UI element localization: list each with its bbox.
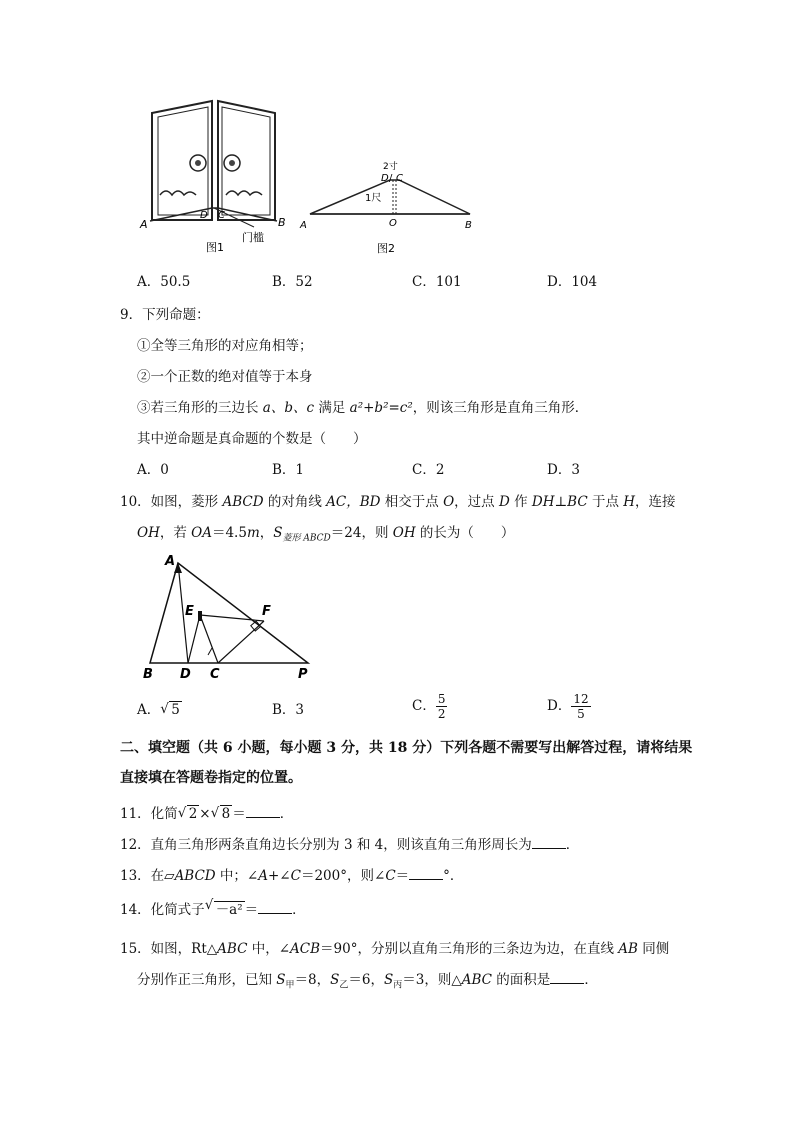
q13-plus: +∠ <box>268 868 291 884</box>
q13-c: C <box>290 868 301 884</box>
q10-line-1 <box>120 490 676 510</box>
fig1-label-b: B <box>278 216 286 229</box>
figure-1-door <box>130 95 300 260</box>
q15-s3sub: 丙 <box>393 980 403 991</box>
fig2-label-c: C <box>396 173 403 184</box>
q15-l2e: ABC <box>461 972 493 988</box>
section-2-heading-line-2: 直接填在答题卷指定的位置。 <box>120 770 302 786</box>
q9-option-c[interactable]: C．2 <box>412 462 445 478</box>
q15-line-1 <box>120 937 669 957</box>
q10-t13: ，连接 <box>635 494 676 510</box>
q11 <box>120 802 293 822</box>
q10-t4: AC，BD <box>326 494 381 510</box>
q10-t8: D <box>498 494 510 510</box>
q10-figure <box>140 553 320 683</box>
q9-option-a[interactable]: A．0 <box>137 462 169 478</box>
q10-u6: ， <box>259 525 274 541</box>
q10-opt-c-frac <box>436 692 448 721</box>
q9-item-3 <box>137 396 588 416</box>
q10-opt-d-num: 12 <box>573 692 589 706</box>
q15-b: ABC <box>217 941 248 957</box>
q8-option-d[interactable]: D．104 <box>547 274 598 290</box>
q13-end: °． <box>443 868 464 884</box>
q10-u11: 的长为（ ） <box>415 525 515 541</box>
q10-fig-label-f: F <box>262 604 271 619</box>
q10-t12: H <box>623 494 636 510</box>
sqrt-symbol: √ 2 <box>177 805 198 822</box>
q10-opt-c-label: C． <box>412 698 436 714</box>
q10-u8: 菱形 ABCD <box>282 533 331 544</box>
q10-t9: 作 <box>509 494 532 510</box>
q10-fig-label-a: A <box>165 554 176 569</box>
q9-item3-mid: 满足 <box>314 400 350 416</box>
q11-post: ＝ <box>232 806 246 822</box>
q14-answer-blank[interactable] <box>258 901 292 914</box>
q11-answer-blank[interactable] <box>246 805 280 818</box>
fig2-label-d: D <box>381 173 389 184</box>
q10-u7: S <box>273 525 283 541</box>
q10-line-2 <box>137 521 514 544</box>
q10-u10: OH <box>392 525 416 541</box>
q15-l2a: 分别作正三角形，已知 <box>137 972 277 988</box>
q13-eq: ＝200°，则∠ <box>300 868 386 884</box>
fig2-label-2cun: 2寸 <box>383 162 398 172</box>
q10-opt-d-frac <box>571 692 590 721</box>
fig1-label-a: A <box>140 218 148 231</box>
q10-option-b[interactable]: B．3 <box>272 702 305 718</box>
q15-c: 中，∠ <box>247 941 291 957</box>
q15-g: 同侧 <box>637 941 670 957</box>
q10-t3: 的对角线 <box>263 494 327 510</box>
q12 <box>120 833 579 853</box>
q11-times: × <box>199 806 211 822</box>
q15-answer-blank[interactable] <box>550 971 584 984</box>
q15-s1: S <box>276 972 286 988</box>
q10-fig-label-b: B <box>143 667 153 682</box>
q9-stem: 9．下列命题： <box>120 307 210 323</box>
q11-pre: 11．化简 <box>120 806 178 822</box>
q15-l2f: 的面积是 <box>492 972 551 988</box>
q15-l2d: ＝3，则△ <box>402 972 462 988</box>
q14-rad: －a² <box>215 902 243 918</box>
q13-a: A <box>258 868 268 884</box>
section-2-heading-line-1: 二、填空题（共 6 小题，每小题 3 分，共 18 分）下列各题不需要写出解答过程，请将结果 <box>120 740 693 756</box>
q10-fig-label-c: C <box>210 667 220 682</box>
q13 <box>120 864 463 884</box>
q14 <box>120 898 306 918</box>
q15-l2b: ＝8， <box>294 972 331 988</box>
fig1-label-door: 门槛 <box>242 231 264 244</box>
q10-t10: DH⊥BC <box>531 494 588 510</box>
q11-end: ． <box>279 806 294 822</box>
q13-abcd: ABCD <box>174 868 216 884</box>
q10-u3: OA <box>191 525 212 541</box>
q12-end: ． <box>565 837 580 853</box>
fig2-label-1chi: 1尺 <box>365 193 382 204</box>
fig1-label-d: D <box>200 210 208 221</box>
q10-opt-d-den: 5 <box>577 707 585 721</box>
q10-t6: O <box>443 494 455 510</box>
q12-text: 12．直角三角形两条直角边长分别为 3 和 4，则该直角三角形周长为 <box>120 837 532 853</box>
fig2-label-o: O <box>389 218 397 229</box>
q10-opt-c-num: 5 <box>437 692 446 706</box>
q15-s2: S <box>330 972 340 988</box>
q14-end: ． <box>292 902 306 918</box>
q10-u5: m <box>246 525 260 541</box>
q8-option-c[interactable]: C．101 <box>412 274 462 290</box>
q10-t11: 于点 <box>587 494 624 510</box>
sqrt-symbol: √ 8 <box>210 805 231 822</box>
q9-ask: 其中逆命题是真命题的个数是（ ） <box>137 431 367 447</box>
q13-c2: C <box>385 868 396 884</box>
q12-answer-blank[interactable] <box>532 836 566 849</box>
q9-item3-eq: a²+b²=c² <box>349 400 413 416</box>
q10-u9: ＝24，则 <box>330 525 393 541</box>
q15-f: AB <box>618 941 638 957</box>
q10-opt-d-label: D． <box>547 698 572 714</box>
q15-d: ACB <box>290 941 321 957</box>
q15-end: ． <box>584 972 598 988</box>
q15-e: ＝90°，分别以直角三角形的三条边为边，在直线 <box>320 941 619 957</box>
q8-option-a[interactable]: A．50.5 <box>137 274 191 290</box>
q10-t2: ABCD <box>222 494 264 510</box>
q10-u4: ＝4.5 <box>211 525 247 541</box>
q9-item3-pre: ③若三角形的三边长 <box>137 400 263 416</box>
fig1-caption: 图1 <box>206 241 224 254</box>
q13-pre: 13．在▱ <box>120 868 175 884</box>
q15-line-2 <box>137 968 598 991</box>
q10-opt-a-label: A． <box>137 702 161 718</box>
sqrt-symbol: √ 5 <box>160 701 180 718</box>
fig2-caption: 图2 <box>377 242 395 255</box>
fig2-label-slash: / <box>389 173 393 184</box>
q10-option-d[interactable] <box>547 692 591 721</box>
q8-option-b[interactable]: B．52 <box>272 274 313 290</box>
q10-option-c[interactable] <box>412 692 447 721</box>
q15-l2c: ＝6， <box>348 972 385 988</box>
q9-option-d[interactable]: D．3 <box>547 462 580 478</box>
q10-u2: ，若 <box>159 525 192 541</box>
q14-pre: 14．化简式子 <box>120 902 205 918</box>
q13-answer-blank[interactable] <box>409 867 443 880</box>
q10-fig-label-d: D <box>180 667 191 682</box>
q11-r1: 2 <box>188 806 198 822</box>
q10-t1: 10．如图，菱形 <box>120 494 223 510</box>
q9-item-1: ①全等三角形的对应角相等； <box>137 338 313 354</box>
q9-item-2: ②一个正数的绝对值等于本身 <box>137 369 313 385</box>
sqrt-symbol: √ －a² <box>204 897 243 918</box>
fig2-label-b: B <box>465 220 472 231</box>
q10-option-a[interactable] <box>137 698 182 718</box>
q14-post: ＝ <box>244 902 259 918</box>
q10-fig-label-e: E <box>185 604 194 619</box>
q10-t7: ，过点 <box>454 494 499 510</box>
q10-opt-c-den: 2 <box>437 707 446 721</box>
q9-option-b[interactable]: B．1 <box>272 462 305 478</box>
fig2-label-a: A <box>300 220 307 231</box>
q15-s3: S <box>384 972 394 988</box>
fig1-label-c: C <box>218 210 225 221</box>
q10-fig-label-p: P <box>298 667 308 682</box>
q10-opt-a-rad: 5 <box>171 702 180 718</box>
q9-item3-vars: a、b、c <box>262 400 315 416</box>
q15-a: 15．如图，Rt△ <box>120 941 218 957</box>
q10-u1: OH <box>137 525 160 541</box>
q11-r2: 8 <box>221 806 231 822</box>
q13-eq2: ＝ <box>395 868 410 884</box>
q15-s1sub: 甲 <box>285 980 295 991</box>
figure-2-diagram <box>295 158 485 258</box>
q10-t5: 相交于点 <box>380 494 444 510</box>
q15-s2sub: 乙 <box>339 980 349 991</box>
q9-item3-post: ，则该三角形是直角三角形． <box>412 400 589 416</box>
q13-mid: 中；∠ <box>215 868 259 884</box>
